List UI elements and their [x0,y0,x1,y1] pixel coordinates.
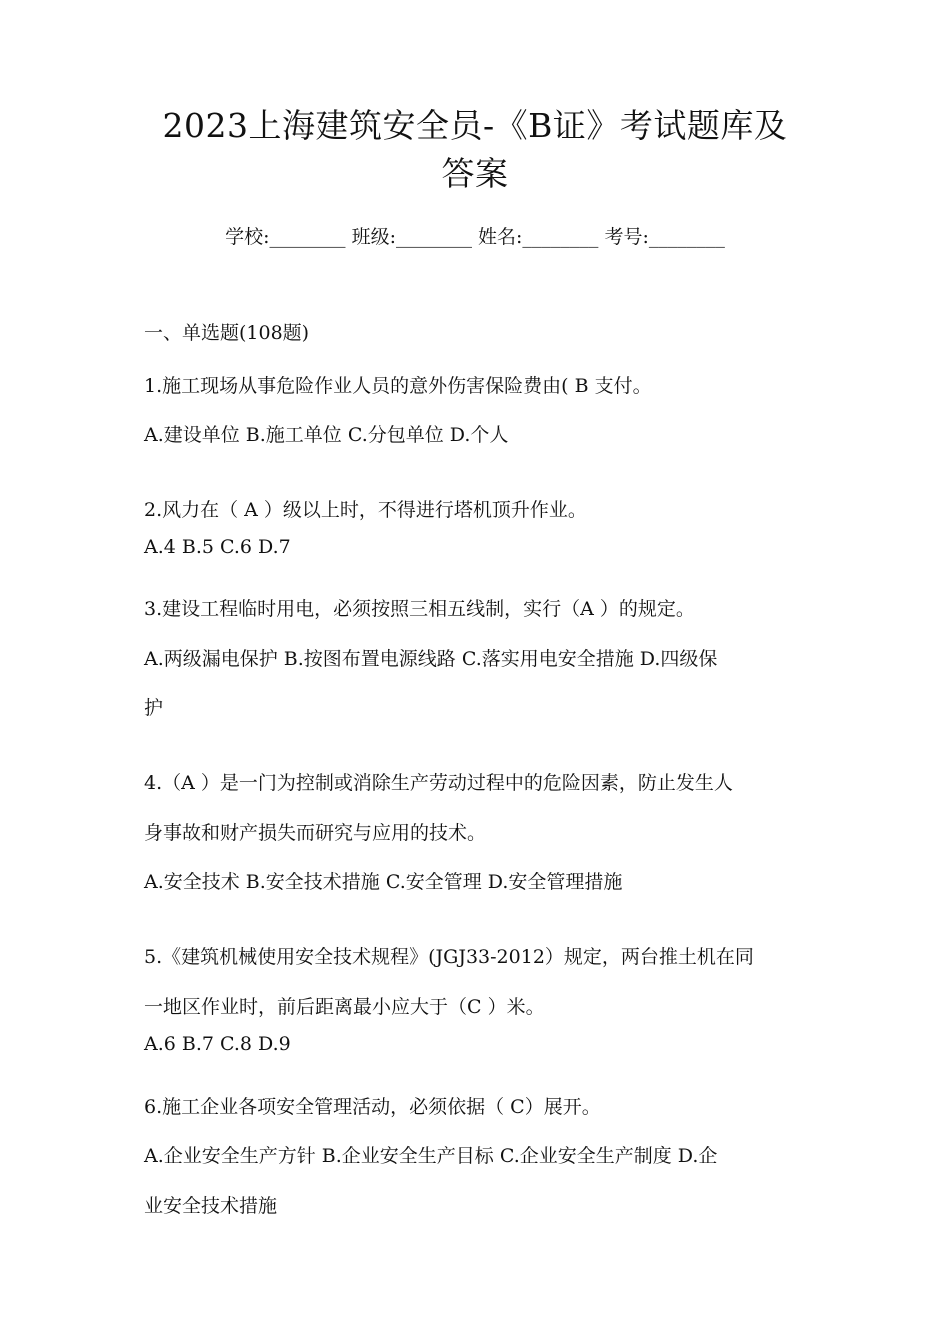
question-6-options: A.企业安全生产方针 B.企业安全生产目标 C.企业安全生产制度 D.企 [144,1145,718,1167]
school-field: 学校:________ [225,226,346,248]
question-5-stem-cont: 一地区作业时，前后距离最小应大于（C ）米。 [144,996,545,1018]
section-heading: 一、单选题(108题) [144,322,310,344]
question-3-stem: 3.建设工程临时用电，必须按照三相五线制，实行（A ）的规定。 [144,598,695,620]
question-5-stem: 5.《建筑机械使用安全技术规程》(JGJ33-2012）规定，两台推土机在同 [144,946,754,968]
question-4-options: A.安全技术 B.安全技术措施 C.安全管理 D.安全管理措施 [144,871,623,893]
question-1-stem: 1.施工现场从事危险作业人员的意外伤害保险费由( B 支付。 [144,375,652,397]
question-2-stem: 2.风力在（ A ）级以上时，不得进行塔机顶升作业。 [144,499,587,521]
name-field: 姓名:________ [478,226,599,248]
question-3-options: A.两级漏电保护 B.按图布置电源线路 C.落实用电安全措施 D.四级保 [144,648,718,670]
class-field: 班级:________ [351,226,472,248]
document-title-line-2: 答案 [441,154,509,193]
question-3-options-cont: 护 [144,697,164,719]
question-2-options: A.4 B.5 C.6 D.7 [144,536,291,558]
question-5-options: A.6 B.7 C.8 D.9 [144,1033,291,1055]
question-4-stem: 4.（A ）是一门为控制或消除生产劳动过程中的危险因素，防止发生人 [144,772,733,794]
question-6-options-cont: 业安全技术措施 [144,1195,278,1217]
question-1-options: A.建设单位 B.施工单位 C.分包单位 D.个人 [144,424,509,446]
student-info-line [0,222,950,252]
question-4-stem-cont: 身事故和财产损失而研究与应用的技术。 [144,822,487,844]
question-6-stem: 6.施工企业各项安全管理活动，必须依据（ C）展开。 [144,1096,601,1118]
exam-number-field: 考号:________ [604,226,725,248]
document-title-line-1: 2023上海建筑安全员-《B证》考试题库及 [162,106,788,145]
